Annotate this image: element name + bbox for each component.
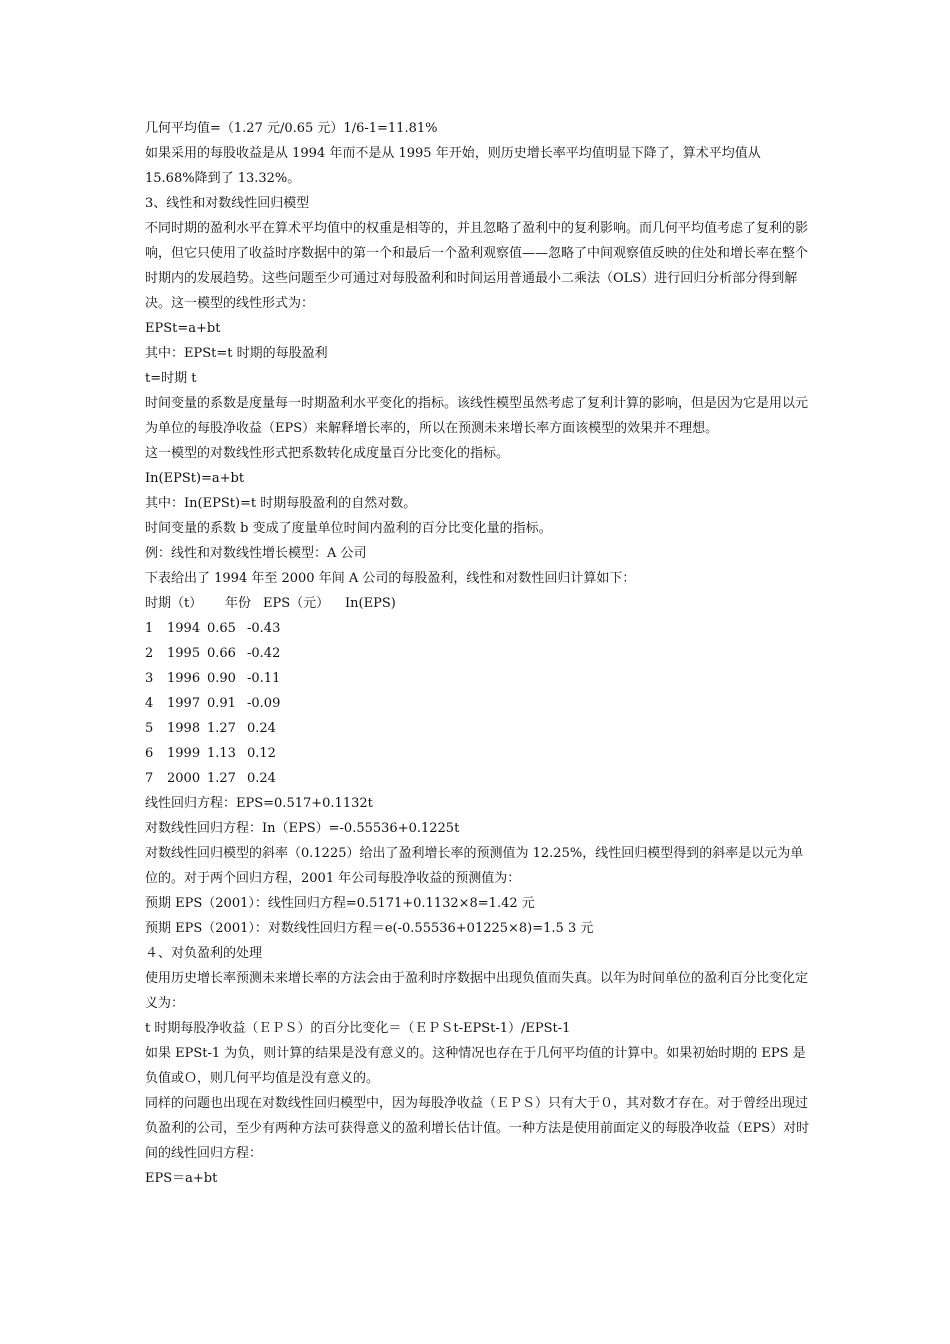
paragraph: 其中：EPSt=t 时期的每股盈利 (145, 346, 328, 361)
table-cell: 1996 (167, 671, 201, 686)
document-page (145, 116, 810, 1191)
formula: In(EPSt)=a+bt (145, 471, 245, 486)
paragraph: 时间变量的系数是度量每一时期盈利水平变化的指标。该线性模型虽然考虑了复利计算的影响，但是因为它是用以元为单位的每股净收益（EPS）来解释增长率的，所以在预测未来增长率方面该模型的效果并不理想。 (145, 396, 809, 436)
table-cell: 0.91 (207, 696, 236, 711)
paragraph: 例：线性和对数线性增长模型：A 公司 (145, 546, 367, 561)
table-cell: 1998 (167, 721, 201, 736)
table-row (145, 666, 810, 691)
formula: 线性回归方程：EPS=0.517+0.1132t (145, 796, 373, 811)
table-cell: 1.27 (207, 721, 236, 736)
table-cell: 6 (145, 746, 154, 761)
table-row (145, 766, 810, 791)
table-cell: 1997 (167, 696, 201, 711)
table-row (145, 616, 810, 641)
paragraph: 使用历史增长率预测未来增长率的方法会由于盈利时序数据中出现负值而失真。以年为时间单位的盈利百分比变化定义为： (145, 971, 809, 1011)
table-row (145, 691, 810, 716)
table-header-cell: 时期（t） (145, 596, 203, 611)
table-header-cell: In(EPS) (345, 596, 396, 611)
table-cell: -0.11 (247, 671, 281, 686)
paragraph: 对数线性回归模型的斜率（0.1225）给出了盈利增长率的预测值为 12.25%，线性回归模型得到的斜率是以元为单位的。对于两个回归方程，2001 年公司每股净收益的预测值为： (145, 846, 804, 886)
formula: EPS＝a+bt (145, 1171, 218, 1186)
table-cell: 7 (145, 771, 154, 786)
paragraph: 不同时期的盈利水平在算术平均值中的权重是相等的，并且忽略了盈利中的复利影响。而几何平均值考虑了复利的影响，但它只使用了收益时序数据中的第一个和最后一个盈利观察值——忽略了中间观察值反映的住处和增长率在整个时期内的发展趋势。这些问题至少可通过对每股盈利和时间运用普通最小二乘法（OLS）进行回归分析部分得到解决。这一模型的线性形式为： (145, 221, 809, 311)
table-cell: -0.42 (247, 646, 281, 661)
paragraph: 预期 EPS（2001）：对数线性回归方程＝e(-0.55536+01225×8)=1.5 3 元 (145, 921, 594, 936)
table-cell: 1999 (167, 746, 201, 761)
table-row (145, 641, 810, 666)
table-cell: 1.13 (207, 746, 236, 761)
table-cell: -0.09 (247, 696, 281, 711)
table-cell: 0.24 (247, 721, 276, 736)
table-cell: 0.90 (207, 671, 236, 686)
table-cell: 2000 (167, 771, 201, 786)
table-header (145, 591, 810, 616)
table-header-cell: 年份 (225, 596, 252, 611)
formula: EPSt=a+bt (145, 321, 221, 336)
table-cell: 3 (145, 671, 154, 686)
table-cell: 2 (145, 646, 154, 661)
paragraph: 时间变量的系数 b 变成了度量单位时间内盈利的百分比变化量的指标。 (145, 521, 552, 536)
table-cell: 0.12 (247, 746, 276, 761)
paragraph: 几何平均值=（1.27 元/0.65 元）1/6-1=11.81% (145, 121, 438, 136)
table-cell: 5 (145, 721, 154, 736)
paragraph: 其中：In(EPSt)=t 时期每股盈利的自然对数。 (145, 496, 417, 511)
section-heading: ４、对负盈利的处理 (145, 946, 263, 961)
table-cell: 0.24 (247, 771, 276, 786)
table-cell: 4 (145, 696, 154, 711)
paragraph: 同样的问题也出现在对数线性回归模型中，因为每股净收益（ＥＰＳ）只有大于０，其对数才存在。对于曾经出现过负盈利的公司，至少有两种方法可获得意义的盈利增长估计值。一种方法是使用前面定义的每股净收益（EPS）对时间的线性回归方程： (145, 1096, 810, 1161)
table-cell: 1 (145, 621, 154, 636)
table-row (145, 741, 810, 766)
formula: 对数线性回归方程：In（EPS）=-0.55536+0.1225t (145, 821, 460, 836)
table-cell: -0.43 (247, 621, 281, 636)
table-cell: 1995 (167, 646, 201, 661)
table-cell: 1.27 (207, 771, 236, 786)
paragraph: 下表给出了 1994 年至 2000 年间 A 公司的每股盈利，线性和对数性回归计算如下： (145, 571, 636, 586)
formula: t 时期每股净收益（ＥＰＳ）的百分比变化＝（ＥＰＳt-EPSt-1）/EPSt-1 (145, 1021, 571, 1036)
paragraph: 如果 EPSt-1 为负，则计算的结果是没有意义的。这种情况也存在于几何平均值的计算中。如果初始时期的 EPS 是负值或Ｏ，则几何平均值是没有意义的。 (145, 1046, 806, 1086)
paragraph: 如果采用的每股收益是从 1994 年而不是从 1995 年开始，则历史增长率平均值明显下降了，算术平均值从15.68%降到了 13.32%。 (145, 146, 761, 186)
paragraph: t=时期 t (145, 371, 197, 386)
paragraph: 这一模型的对数线性形式把系数转化成度量百分比变化的指标。 (145, 446, 510, 461)
paragraph: 预期 EPS（2001）：线性回归方程=0.5171+0.1132×8=1.42 元 (145, 896, 535, 911)
table-cell: 1994 (167, 621, 201, 636)
table-header-cell: EPS（元） (263, 596, 330, 611)
section-heading: 3、线性和对数线性回归模型 (145, 196, 310, 211)
table-cell: 0.66 (207, 646, 236, 661)
table-row (145, 716, 810, 741)
table-cell: 0.65 (207, 621, 236, 636)
